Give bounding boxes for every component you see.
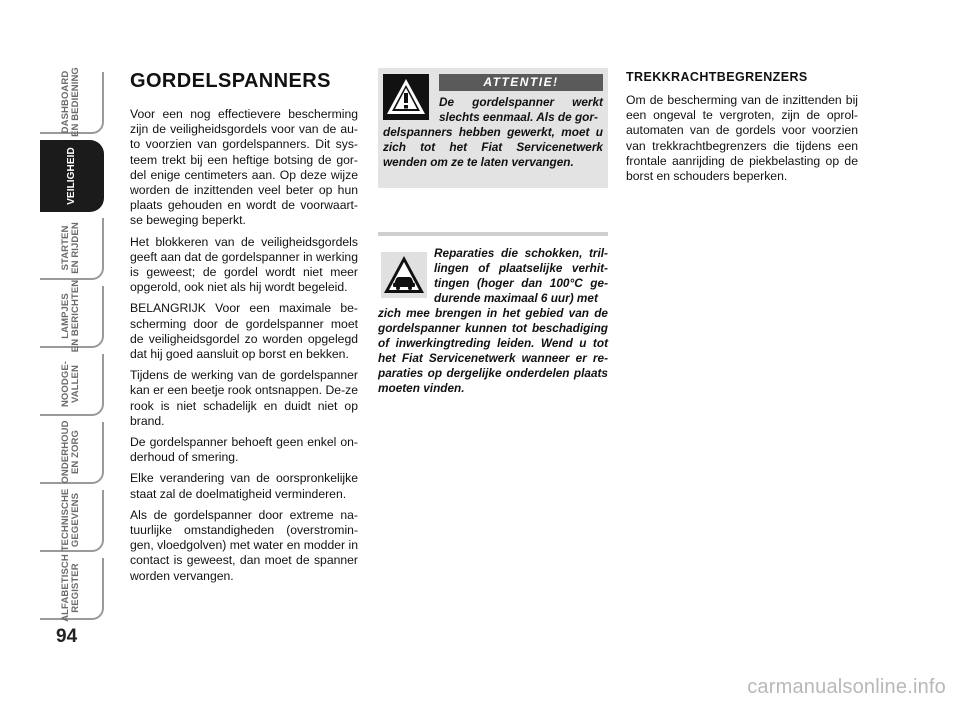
middle-column xyxy=(378,68,608,396)
tab-veiligheid[interactable] xyxy=(40,140,104,212)
warning-text-indented: De gordelspanner werkt slechts eenmaal. Als de gor- xyxy=(439,95,603,124)
paragraph: Om de bescherming van de inzittenden bij een ongeval te vergroten, zijn de oprol-automaten van de gordels voor voorzien van trekkrachtbegrenzers die tijdens een frontale aanrijding de piekbelasting op de borst en schouders beperken. xyxy=(626,93,858,184)
tab-label-line1: NOODGE- xyxy=(60,360,71,408)
tab-label-line1: STARTEN xyxy=(60,225,71,271)
paragraph: Het blokkeren van de veiligheidsgordels geeft aan dat de gordelspanner in werking is geweest; de gordel wordt niet meer opgerold, ook niet als hij wordt begeleid. xyxy=(130,234,358,295)
left-column xyxy=(130,70,358,590)
paragraph: BELANGRIJK Voor een maximale be-scherming door de gordelspanner moet de veiligheidsgordel zo worden opgelegd dat hij goed aansluit op borst en bekken. xyxy=(130,301,358,362)
tab-label-line1: DASHBOARD xyxy=(60,70,71,134)
section-title: GORDELSPANNERS xyxy=(130,70,331,92)
tab-label-line2: EN RIJDEN xyxy=(70,222,81,274)
section-title-right: TREKKRACHTBEGRENZERS xyxy=(626,70,808,84)
tab-label-line1: ONDERHOUD xyxy=(60,420,71,484)
paragraph: De gordelspanner behoeft geen enkel on-derhoud of smering. xyxy=(130,435,358,465)
tab-alfabetisch-register[interactable] xyxy=(40,554,104,622)
paragraph: Tijdens de werking van de gordelspanner kan er een beetje rook ontsnappen. De-ze rook is niet schadelijk en duidt niet op brand. xyxy=(130,368,358,428)
tab-label-line1: LAMPJES xyxy=(60,293,71,339)
tab-label-line2: VALLEN xyxy=(70,365,81,403)
tab-starten-en-rijden[interactable] xyxy=(40,218,104,280)
tab-label-line2: EN BEDIENING xyxy=(70,67,81,137)
note-text-indented: Reparaties die schokken, tril-lingen of plaatselijke verhit-tingen (hoger dan 100°C ge-durende maximaal 6 uur) met xyxy=(434,246,608,305)
tab-technische-gegevens[interactable] xyxy=(40,490,104,552)
right-column xyxy=(626,70,858,190)
warning-triangle-icon xyxy=(383,74,429,120)
tab-label-line2: EN BERICHTEN xyxy=(70,279,81,353)
paragraph: Voor een nog effectievere bescherming zijn de veiligheidsgordels voor van de au-to voorzien van gordelspanners. Dit sys-teem trekt bij een heftige botsing de gor-del enige centimeters aan. Op deze wijze worden de inzittenden veel beter op hun plaats gehouden en wordt de voorwaart-se beweging beperkt. xyxy=(130,107,358,228)
tab-onderhoud-en-zorg[interactable] xyxy=(40,422,104,484)
note-box xyxy=(378,236,608,396)
page-number: 94 xyxy=(56,626,78,647)
tab-label-line2: GEGEVENS xyxy=(70,492,81,548)
tab-lampjes-en-berichten[interactable] xyxy=(40,279,104,353)
note-text: zich mee brengen in het gebied van de gordelspanner kunnen tot beschadiging of inwerkingtreding leiden. Wend u tot het Fiat Servicenetwerk wanneer er re-paraties op dergelijke onderdelen plaats moeten vinden. xyxy=(378,306,608,395)
tab-label-line2: REGISTER xyxy=(70,563,81,613)
warning-box xyxy=(378,68,608,188)
car-warning-icon xyxy=(381,252,427,298)
tab-label-line1: VEILIGHEID xyxy=(66,147,77,205)
watermark: carmanualsonline.info xyxy=(747,676,946,698)
paragraph: Als de gordelspanner door extreme na-tuurlijke omstandigheden (overstromin-gen, vloedgolven) met water en modder in contact is geweest, dan moet de spanner worden vervangen. xyxy=(130,507,358,583)
tab-noodgevallen[interactable] xyxy=(40,354,104,416)
tab-label-line1: TECHNISCHE xyxy=(60,488,71,552)
tab-label-line1: ALFABETISCH xyxy=(60,554,71,622)
attention-badge: ATTENTIE! xyxy=(439,74,603,91)
tab-dashboard-en-bediening[interactable] xyxy=(40,67,104,137)
warning-text: delspanners hebben gewerkt, moet u zich tot het Fiat Servicenetwerk wenden om ze te laten vervangen. xyxy=(383,125,603,169)
chapter-tabs xyxy=(40,67,104,626)
tab-label-line2: EN ZORG xyxy=(70,430,81,474)
paragraph: Elke verandering van de oorspronkelijke staat zal de doelmatigheid verminderen. xyxy=(130,471,358,501)
